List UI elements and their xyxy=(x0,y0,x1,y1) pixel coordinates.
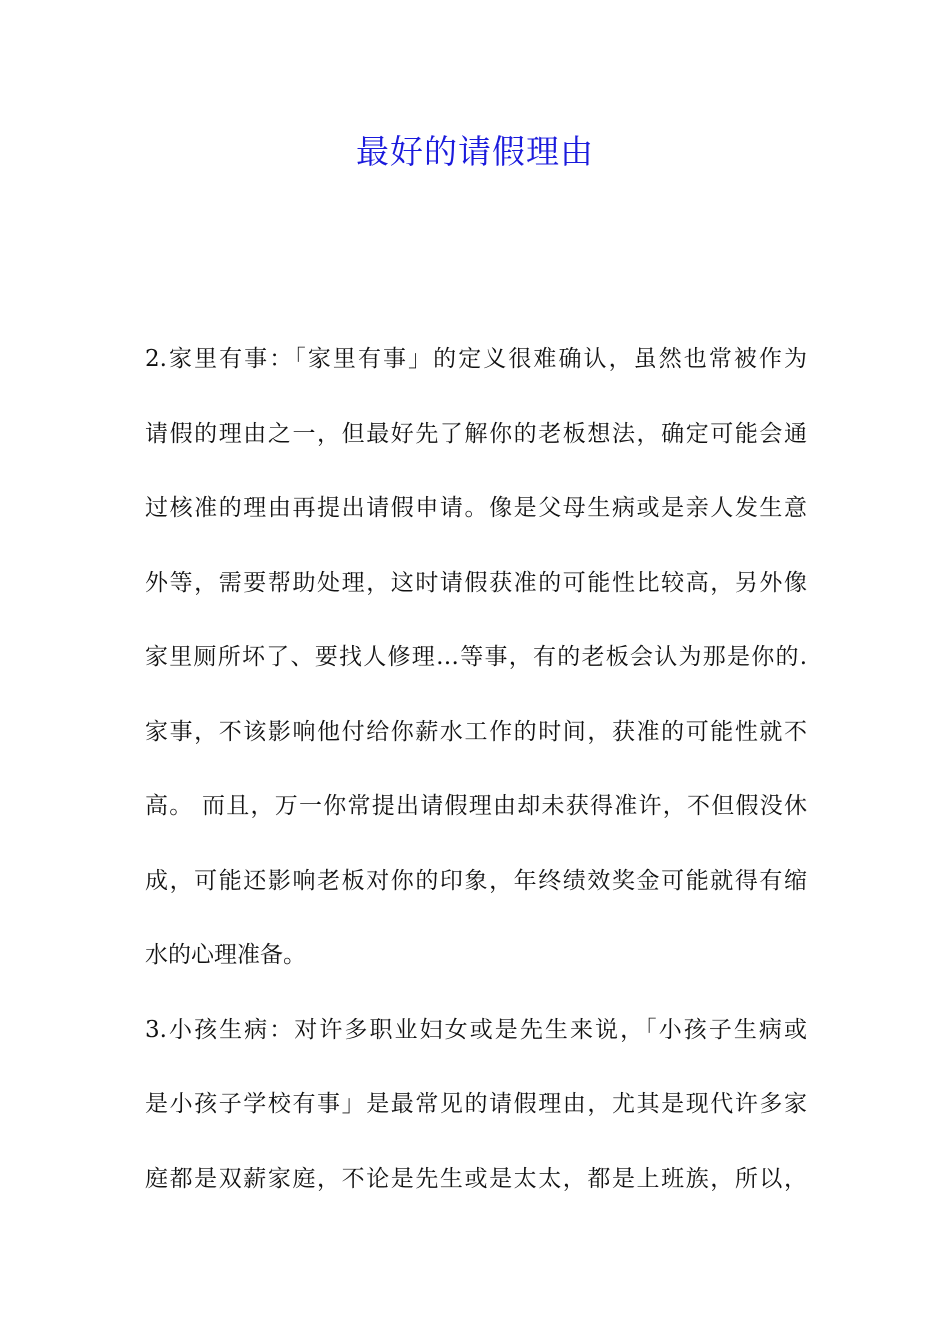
body-line: 请假的理由之一，但最好先了解你的老板想法，确定可能会通 xyxy=(145,420,807,447)
body-line: 2.家里有事：「家里有事」的定义很难确认，虽然也常被作为 xyxy=(145,346,807,372)
body-line: 家事，不该影响他付给你薪水工作的时间，获准的可能性就不 xyxy=(145,718,807,745)
body-line: 庭都是双薪家庭，不论是先生或是太太，都是上班族，所以， xyxy=(145,1165,807,1192)
body-line: 成，可能还影响老板对你的印象，年终绩效奖金可能就得有缩 xyxy=(145,867,807,894)
body-line: 外等，需要帮助处理，这时请假获准的可能性比较高，另外像 xyxy=(145,569,807,596)
body-line: 3.小孩生病：对许多职业妇女或是先生来说，「小孩子生病或 xyxy=(145,1016,807,1043)
body-line: 水的心理准备。 xyxy=(145,942,306,968)
body-line: 是小孩子学校有事」是最常见的请假理由，尤其是现代许多家 xyxy=(145,1091,807,1117)
body-line: 家里厕所坏了、要找人修理…等事，有的老板会认为那是你的. xyxy=(145,644,807,670)
body-line: 过核准的理由再提出请假申请。像是父母生病或是亲人发生意 xyxy=(145,495,807,521)
document-body xyxy=(145,333,807,1227)
body-line: 高。 而且，万一你常提出请假理由却未获得准许，不但假没休 xyxy=(145,793,807,819)
page-title: 最好的请假理由 xyxy=(356,132,594,171)
